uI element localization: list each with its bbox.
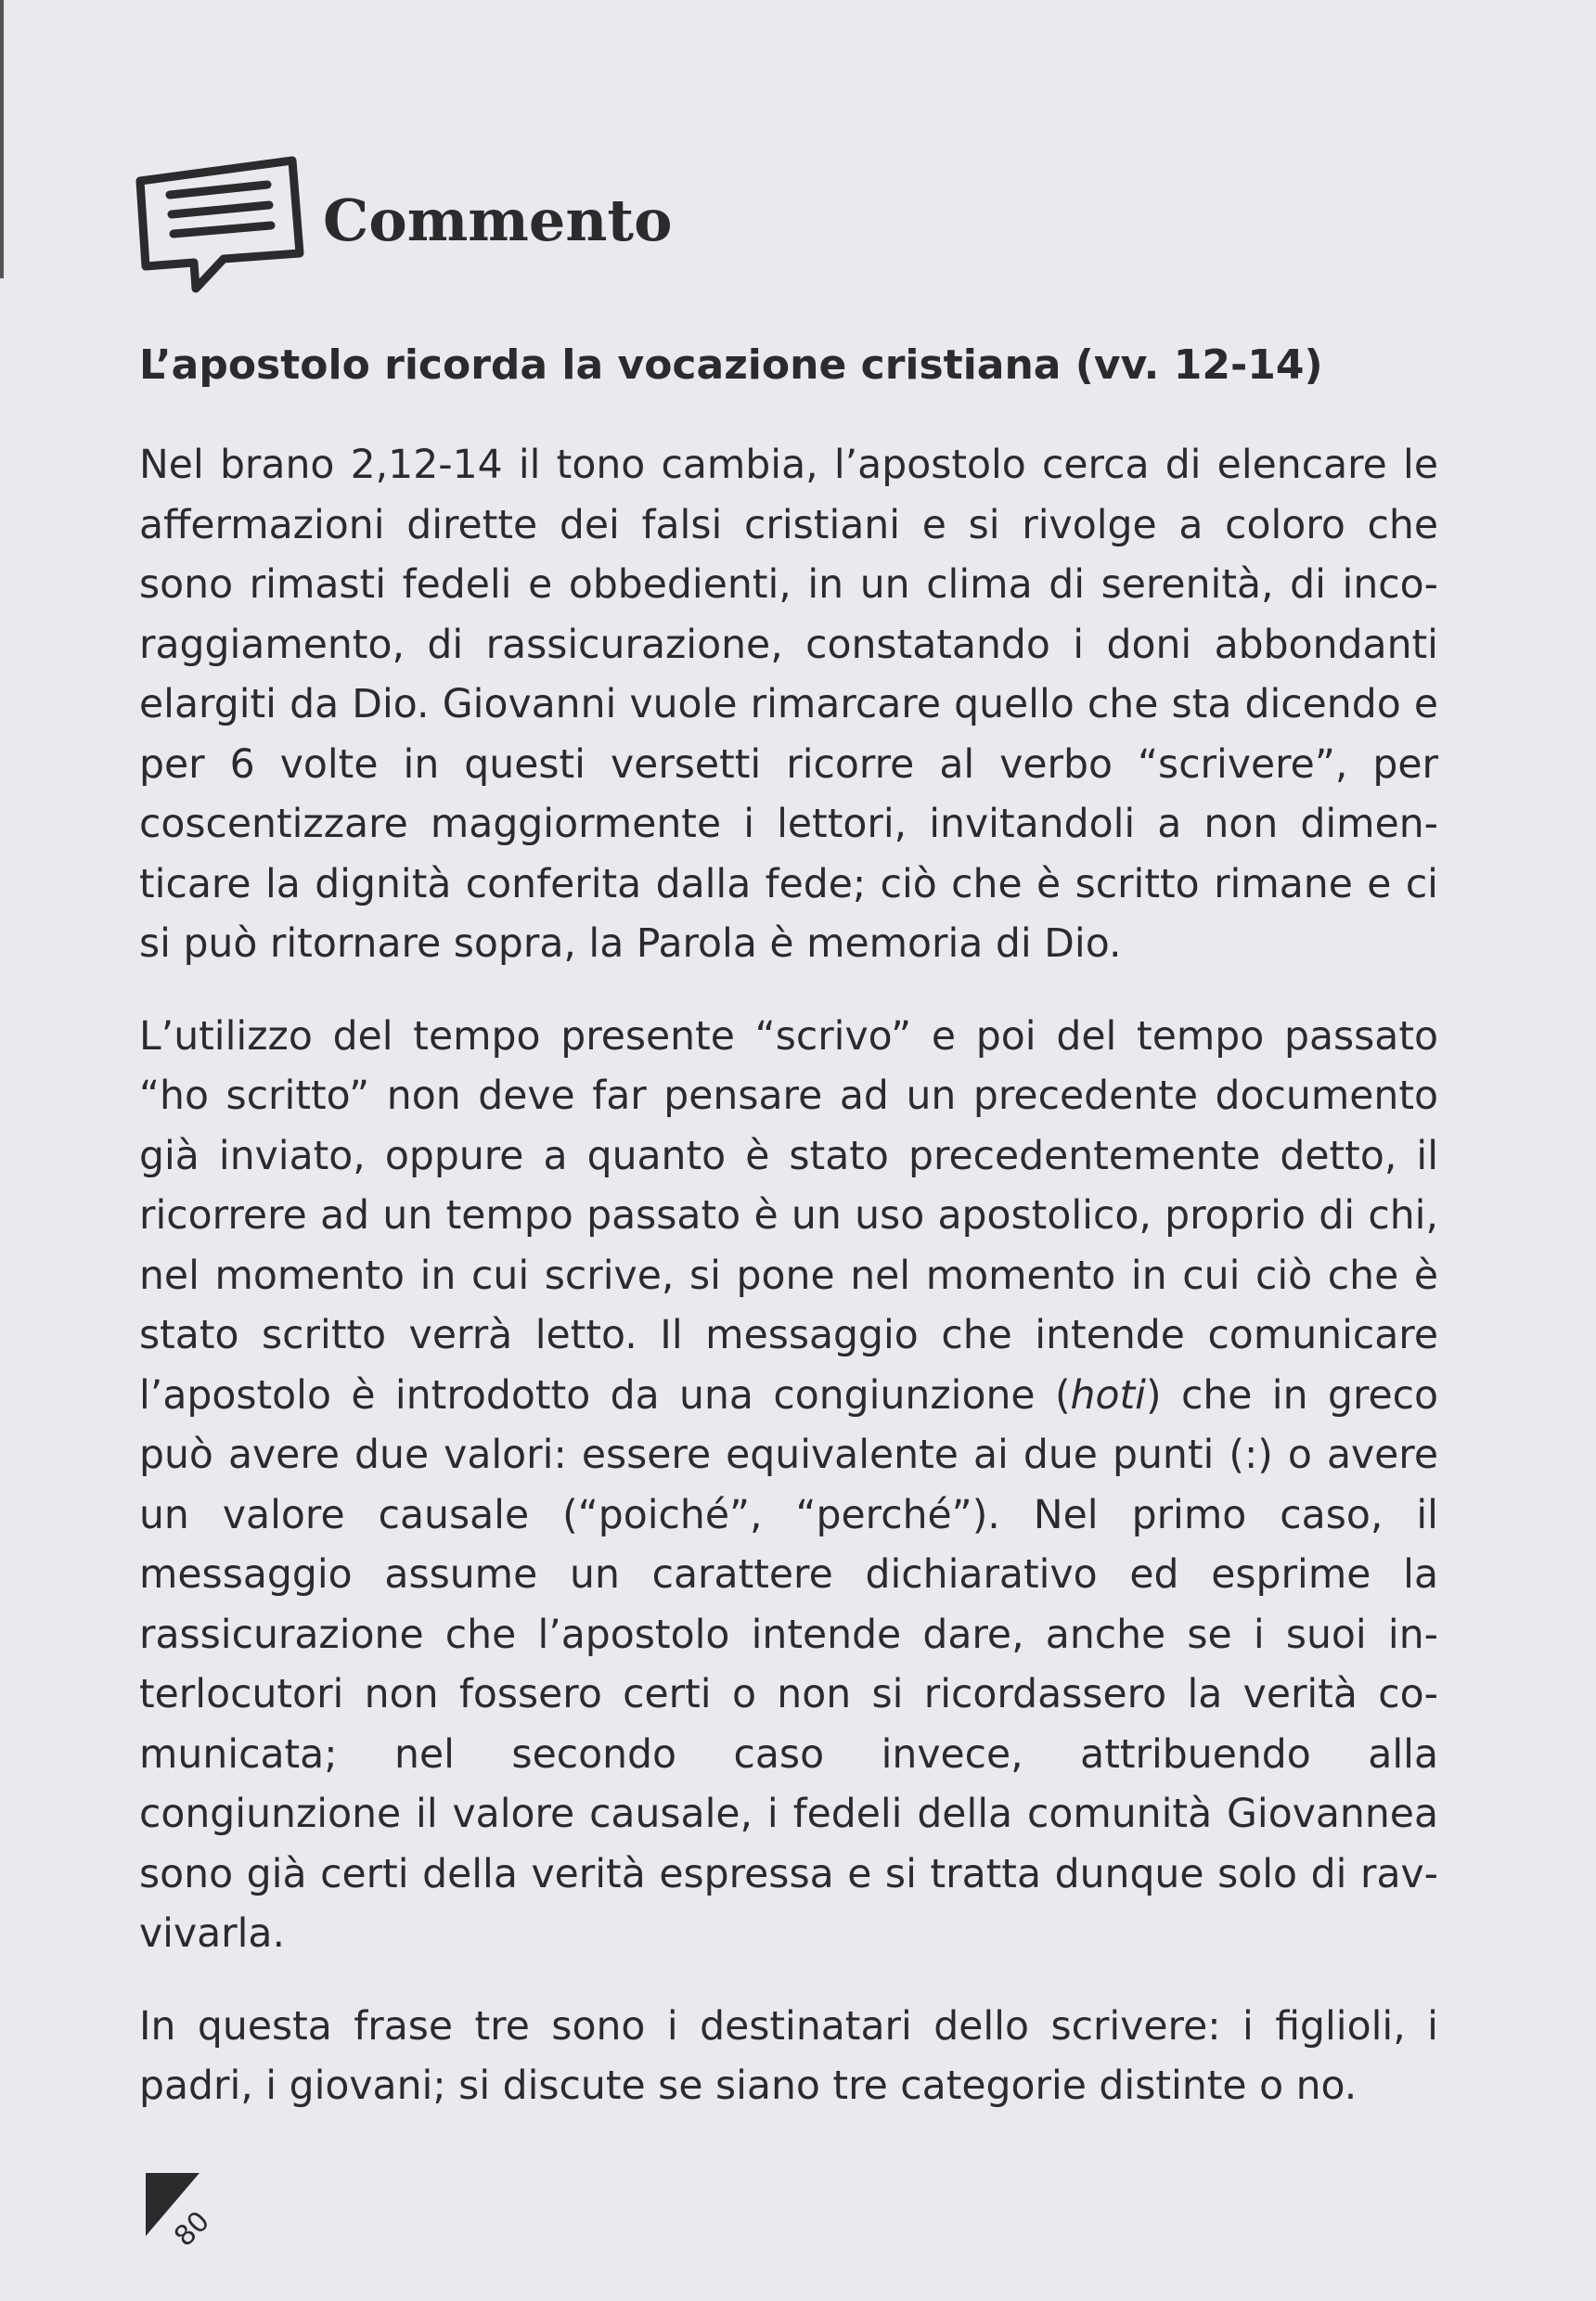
- section-title: Commento: [323, 186, 673, 254]
- paragraph-1: [139, 436, 1438, 975]
- paragraph-2-text-a: L’utilizzo del tempo presente “scrivo” e poi del tempo passato “ho scritto” non deve far pensare ad un precedente documento già inviato, oppure a quanto è stato precedentemente detto, il ricorrere ad un tempo passato è un uso apostolico, proprio di chi, nel momento in cui scrive, si pone nel momento in cui ciò che è stato scritto verrà letto. Il messaggio che intende comunicare l’apostolo è introdotto da una congiunzione (: [139, 1013, 1438, 1419]
- page-binding-edge: [0, 0, 4, 278]
- paragraph-2-text-b: ) che in greco può avere due valori: essere equivalente ai due punti (:) o avere un valore causale (“poiché”, “perché”). Nel primo caso, il messaggio assume un carattere dichiarativo ed esprime la rassicurazione che l’apostolo intende dare, anche se i suoi interlocutori non fossero certi o non si ricordassero la verità comunicata; nel secondo caso invece, attribuendo alla congiunzione il valore causale, i fedeli della comunità Giovannea sono già certi della verità espressa e si tratta dunque solo di ravvivarla.: [139, 1372, 1438, 1957]
- paragraph-2: [139, 1008, 1438, 1965]
- paragraph-3-text: In questa frase tre sono i destinatari dello scrivere: i figlioli, i padri, i giovani; si discute se siano tre categorie distinte o no.: [139, 2003, 1438, 2109]
- subtitle: L’apostolo ricorda la vocazione cristiana (vv. 12-14): [139, 341, 1323, 389]
- paragraph-1-text: Nel brano 2,12-14 il tono cambia, l’apostolo cerca di elencare le affermazioni dirette dei falsi cristiani e si rivolge a coloro che sono rimasti fedeli e obbedienti, in un clima di serenità, di incoraggiamento, di rassicurazione, constatando i doni abbondanti elargiti da Dio. Giovanni vuole rimarcare quello che sta dicendo e per 6 volte in questi versetti ricorre al verbo “scrivere”, per coscentizzare maggiormente i lettori, invitandoli a non dimenticare la dignità conferita dalla fede; ciò che è scritto rimane e ci si può ritornare sopra, la Parola è memoria di Dio.: [139, 443, 1438, 967]
- paragraph-2-italic: hoti: [1070, 1372, 1146, 1419]
- paragraph-3: [139, 1998, 1438, 2117]
- comment-list-icon: [133, 153, 309, 297]
- page-number: 80: [168, 2205, 216, 2254]
- body-text: [139, 436, 1438, 2150]
